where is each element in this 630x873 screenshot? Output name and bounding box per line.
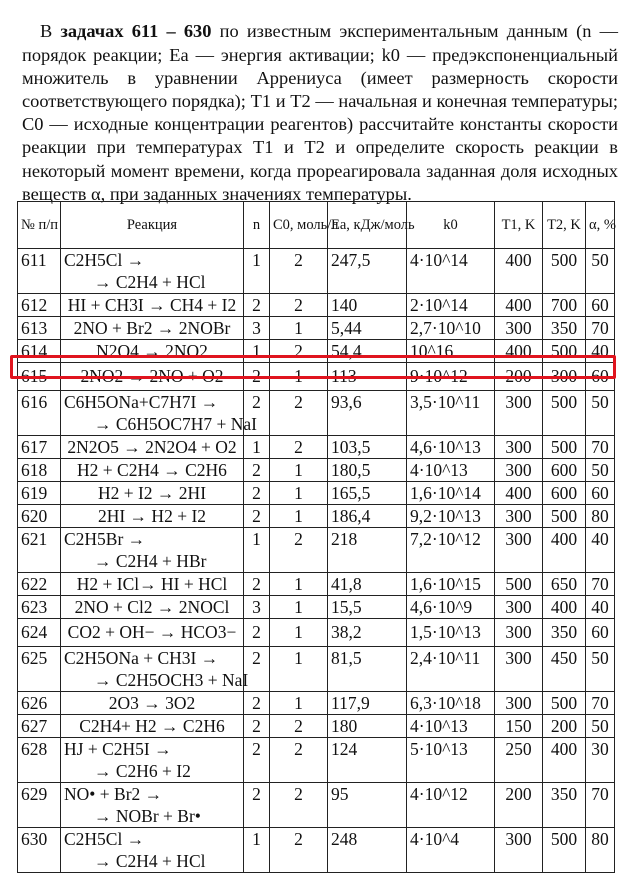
cell-reaction <box>61 363 244 391</box>
cell-k0: 4·10^13 <box>407 459 495 482</box>
cell-alpha: 70 <box>586 783 615 828</box>
cell-ea: 41,8 <box>328 573 407 596</box>
cell-k0: 2·10^14 <box>407 294 495 317</box>
cell-c0: 1 <box>270 459 328 482</box>
cell-t2: 500 <box>543 249 586 294</box>
cell-t1: 300 <box>495 596 543 619</box>
cell-num: 617 <box>18 436 61 459</box>
table-row <box>18 738 615 783</box>
reaction-line-1: CO2 + OH− → HCO3− <box>67 622 237 642</box>
cell-c0: 2 <box>270 294 328 317</box>
cell-c0: 2 <box>270 436 328 459</box>
cell-t2: 700 <box>543 294 586 317</box>
cell-t2: 400 <box>543 738 586 783</box>
cell-k0: 4,6·10^13 <box>407 436 495 459</box>
cell-n: 1 <box>244 249 270 294</box>
cell-num: 616 <box>18 391 61 436</box>
reaction-line-2: → C2H4 + HBr <box>94 551 207 571</box>
cell-t1: 300 <box>495 436 543 459</box>
cell-k0: 4·10^13 <box>407 715 495 738</box>
cell-c0: 2 <box>270 783 328 828</box>
cell-num: 613 <box>18 317 61 340</box>
cell-alpha: 70 <box>586 436 615 459</box>
cell-t1: 150 <box>495 715 543 738</box>
cell-num: 612 <box>18 294 61 317</box>
cell-k0: 6,3·10^18 <box>407 692 495 715</box>
cell-t1: 300 <box>495 459 543 482</box>
cell-ea: 81,5 <box>328 647 407 692</box>
cell-alpha: 60 <box>586 482 615 505</box>
cell-t1: 500 <box>495 573 543 596</box>
cell-reaction <box>61 482 244 505</box>
cell-reaction <box>61 738 244 783</box>
cell-t2: 350 <box>543 317 586 340</box>
cell-n: 3 <box>244 596 270 619</box>
cell-t1: 300 <box>495 619 543 647</box>
table-row <box>18 647 615 692</box>
cell-c0: 2 <box>270 249 328 294</box>
cell-ea: 218 <box>328 528 407 573</box>
cell-k0: 9,2·10^13 <box>407 505 495 528</box>
reaction-line-1: 2NO2 → 2NO + O2 <box>80 366 224 386</box>
cell-alpha: 40 <box>586 528 615 573</box>
cell-k0: 1,5·10^13 <box>407 619 495 647</box>
reaction-line-2: → C2H6 + I2 <box>94 761 191 781</box>
reaction-line-1: C6H5ONa+C7H7I → <box>64 392 219 412</box>
cell-alpha: 40 <box>586 340 615 363</box>
table-row <box>18 459 615 482</box>
reaction-line-2: → C6H5OC7H7 + NaI <box>94 414 257 434</box>
cell-n: 2 <box>244 692 270 715</box>
reaction-line-1: C2H5Br → <box>64 529 146 549</box>
cell-n: 2 <box>244 459 270 482</box>
cell-alpha: 70 <box>586 692 615 715</box>
cell-ea: 117,9 <box>328 692 407 715</box>
cell-alpha: 50 <box>586 647 615 692</box>
cell-ea: 247,5 <box>328 249 407 294</box>
cell-n: 2 <box>244 738 270 783</box>
cell-alpha: 60 <box>586 363 615 391</box>
cell-ea: 15,5 <box>328 596 407 619</box>
cell-t2: 400 <box>543 528 586 573</box>
cell-alpha: 50 <box>586 391 615 436</box>
cell-c0: 1 <box>270 363 328 391</box>
cell-alpha: 70 <box>586 573 615 596</box>
table-row <box>18 619 615 647</box>
cell-t2: 500 <box>543 436 586 459</box>
header-t2: T2, K <box>543 202 586 249</box>
cell-ea: 95 <box>328 783 407 828</box>
cell-c0: 1 <box>270 573 328 596</box>
intro-text: по известным экспериментальным данным (n — порядок реакции; Eа — энергия активации; k0 — предэкспоненциальный множитель в уравнении Аррениуса (имеет размерность скорости соответствующего порядка); T1 и T2 — начальная и конечная температуры; C0 — исходные концентрации реагентов) рассчитайте константы скорости реакции при температурах T1 и T2 и определите скорость реакции в некоторый момент времени, когда прореагировала заданная доля исходных веществ α, при заданных значениях температуры. <box>22 21 618 204</box>
cell-ea: 186,4 <box>328 505 407 528</box>
reaction-line-1: 2HI → H2 + I2 <box>97 506 207 526</box>
cell-t2: 500 <box>543 828 586 873</box>
cell-ea: 54,4 <box>328 340 407 363</box>
cell-n: 2 <box>244 619 270 647</box>
table-row <box>18 391 615 436</box>
cell-num: 627 <box>18 715 61 738</box>
cell-reaction <box>61 294 244 317</box>
cell-ea: 248 <box>328 828 407 873</box>
reaction-line-1: 2O3 → 3O2 <box>108 693 196 713</box>
table-row <box>18 692 615 715</box>
cell-ea: 180,5 <box>328 459 407 482</box>
cell-ea: 165,5 <box>328 482 407 505</box>
cell-ea: 140 <box>328 294 407 317</box>
cell-c0: 1 <box>270 317 328 340</box>
cell-k0: 1,6·10^14 <box>407 482 495 505</box>
cell-num: 614 <box>18 340 61 363</box>
cell-t2: 200 <box>543 715 586 738</box>
cell-t1: 200 <box>495 783 543 828</box>
cell-t1: 300 <box>495 391 543 436</box>
cell-t1: 300 <box>495 692 543 715</box>
cell-reaction <box>61 715 244 738</box>
cell-reaction <box>61 340 244 363</box>
cell-num: 622 <box>18 573 61 596</box>
cell-t2: 500 <box>543 391 586 436</box>
cell-t1: 400 <box>495 294 543 317</box>
cell-reaction <box>61 249 244 294</box>
cell-alpha: 80 <box>586 828 615 873</box>
intro-prefix: В <box>40 21 61 42</box>
cell-t1: 300 <box>495 528 543 573</box>
reaction-line-1: HJ + C2H5I → <box>64 739 172 759</box>
cell-n: 1 <box>244 436 270 459</box>
header-n: n <box>244 202 270 249</box>
cell-alpha: 40 <box>586 596 615 619</box>
cell-num: 623 <box>18 596 61 619</box>
cell-t2: 600 <box>543 459 586 482</box>
header-c0: C0, моль/л <box>270 202 328 249</box>
cell-t1: 200 <box>495 363 543 391</box>
cell-t2: 450 <box>543 647 586 692</box>
cell-alpha: 30 <box>586 738 615 783</box>
cell-alpha: 80 <box>586 505 615 528</box>
cell-num: 621 <box>18 528 61 573</box>
cell-t2: 350 <box>543 619 586 647</box>
cell-n: 2 <box>244 363 270 391</box>
cell-reaction <box>61 783 244 828</box>
cell-ea: 124 <box>328 738 407 783</box>
reaction-line-1: H2 + ICl→ HI + HCl <box>76 574 228 594</box>
table-row <box>18 783 615 828</box>
cell-num: 628 <box>18 738 61 783</box>
problem-statement <box>22 20 618 206</box>
cell-t2: 600 <box>543 482 586 505</box>
cell-reaction <box>61 317 244 340</box>
reaction-line-2: → NOBr + Br• <box>94 806 201 826</box>
header-t1: T1, K <box>495 202 543 249</box>
table-row <box>18 596 615 619</box>
table-row <box>18 482 615 505</box>
table-row <box>18 249 615 294</box>
cell-reaction <box>61 436 244 459</box>
cell-k0: 2,7·10^10 <box>407 317 495 340</box>
cell-n: 1 <box>244 828 270 873</box>
cell-k0: 5·10^13 <box>407 738 495 783</box>
cell-alpha: 50 <box>586 715 615 738</box>
reaction-line-1: C2H5Cl → <box>64 250 145 270</box>
cell-n: 2 <box>244 294 270 317</box>
cell-n: 2 <box>244 391 270 436</box>
cell-n: 2 <box>244 505 270 528</box>
cell-alpha: 50 <box>586 249 615 294</box>
cell-k0: 3,5·10^11 <box>407 391 495 436</box>
cell-n: 3 <box>244 317 270 340</box>
cell-reaction <box>61 596 244 619</box>
cell-c0: 2 <box>270 391 328 436</box>
cell-n: 2 <box>244 783 270 828</box>
cell-n: 2 <box>244 647 270 692</box>
table-header-row <box>18 202 615 249</box>
header-reaction: Реакция <box>61 202 244 249</box>
cell-reaction <box>61 692 244 715</box>
cell-c0: 2 <box>270 715 328 738</box>
cell-reaction <box>61 828 244 873</box>
cell-reaction <box>61 647 249 692</box>
cell-c0: 2 <box>270 828 328 873</box>
reaction-line-1: C2H4+ H2 → C2H6 <box>79 716 225 736</box>
table-row <box>18 573 615 596</box>
cell-t1: 250 <box>495 738 543 783</box>
cell-ea: 113 <box>328 363 407 391</box>
cell-k0: 4·10^12 <box>407 783 495 828</box>
cell-reaction <box>61 619 244 647</box>
cell-num: 611 <box>18 249 61 294</box>
header-ea: Eа, кДж/моль <box>328 202 407 249</box>
cell-c0: 2 <box>270 738 328 783</box>
cell-num: 615 <box>18 363 61 391</box>
cell-ea: 93,6 <box>328 391 407 436</box>
cell-k0: 9·10^12 <box>407 363 495 391</box>
cell-num: 618 <box>18 459 61 482</box>
header-num: № п/п <box>18 202 61 249</box>
cell-t1: 400 <box>495 482 543 505</box>
cell-num: 625 <box>18 647 61 692</box>
cell-c0: 1 <box>270 482 328 505</box>
cell-t2: 400 <box>543 596 586 619</box>
table-row <box>18 317 615 340</box>
cell-t1: 300 <box>495 317 543 340</box>
cell-alpha: 60 <box>586 294 615 317</box>
reaction-line-1: 2NO + Cl2 → 2NOCl <box>74 597 230 617</box>
cell-t1: 300 <box>495 505 543 528</box>
table-row <box>18 528 615 573</box>
reaction-line-2: → C2H5OCH3 + NaI <box>94 670 249 690</box>
cell-reaction <box>61 505 244 528</box>
cell-num: 620 <box>18 505 61 528</box>
cell-ea: 180 <box>328 715 407 738</box>
cell-num: 630 <box>18 828 61 873</box>
cell-n: 2 <box>244 482 270 505</box>
cell-t1: 400 <box>495 340 543 363</box>
cell-num: 629 <box>18 783 61 828</box>
cell-ea: 38,2 <box>328 619 407 647</box>
cell-t2: 500 <box>543 692 586 715</box>
reaction-line-1: H2 + I2 → 2HI <box>97 483 207 503</box>
cell-t1: 300 <box>495 828 543 873</box>
cell-t1: 400 <box>495 249 543 294</box>
cell-num: 619 <box>18 482 61 505</box>
cell-t2: 650 <box>543 573 586 596</box>
header-k0: k0 <box>407 202 495 249</box>
table-row <box>18 828 615 873</box>
cell-n: 1 <box>244 340 270 363</box>
cell-c0: 1 <box>270 596 328 619</box>
reaction-line-1: HI + CH3I → CH4 + I2 <box>67 295 237 315</box>
table-row <box>18 340 615 363</box>
reaction-data-table <box>17 201 615 873</box>
cell-t2: 500 <box>543 505 586 528</box>
reaction-line-2: → C2H4 + HCl <box>94 851 206 871</box>
cell-n: 1 <box>244 528 270 573</box>
cell-t2: 350 <box>543 783 586 828</box>
reaction-line-1: C2H5ONa + CH3I → <box>64 648 219 668</box>
cell-k0: 7,2·10^12 <box>407 528 495 573</box>
header-alpha: α, % <box>586 202 615 249</box>
cell-k0: 1,6·10^15 <box>407 573 495 596</box>
table-row <box>18 294 615 317</box>
cell-c0: 1 <box>270 647 328 692</box>
cell-alpha: 70 <box>586 317 615 340</box>
cell-k0: 4,6·10^9 <box>407 596 495 619</box>
cell-k0: 4·10^4 <box>407 828 495 873</box>
reaction-line-1: NO• + Br2 → <box>64 784 163 804</box>
cell-c0: 1 <box>270 692 328 715</box>
cell-t1: 300 <box>495 647 543 692</box>
cell-k0: 2,4·10^11 <box>407 647 495 692</box>
cell-ea: 103,5 <box>328 436 407 459</box>
cell-alpha: 50 <box>586 459 615 482</box>
cell-k0: 10^16 <box>407 340 495 363</box>
cell-k0: 4·10^14 <box>407 249 495 294</box>
cell-c0: 2 <box>270 340 328 363</box>
cell-n: 2 <box>244 715 270 738</box>
cell-c0: 1 <box>270 619 328 647</box>
cell-n: 2 <box>244 573 270 596</box>
reaction-line-1: 2N2O5 → 2N2O4 + O2 <box>67 437 237 457</box>
cell-c0: 1 <box>270 505 328 528</box>
cell-num: 624 <box>18 619 61 647</box>
cell-reaction <box>61 528 244 573</box>
reaction-line-1: N2O4 → 2NO2 <box>96 341 208 361</box>
cell-reaction <box>61 459 244 482</box>
cell-ea: 5,44 <box>328 317 407 340</box>
intro-task-range: задачах 611 – 630 <box>60 21 212 42</box>
reaction-line-2: → C2H4 + HCl <box>94 272 206 292</box>
cell-t2: 500 <box>543 340 586 363</box>
table-row <box>18 715 615 738</box>
reaction-line-1: C2H5Cl → <box>64 829 145 849</box>
reaction-line-1: 2NO + Br2 → 2NOBr <box>73 318 231 338</box>
table-row <box>18 436 615 459</box>
cell-reaction <box>61 573 244 596</box>
cell-t2: 300 <box>543 363 586 391</box>
table-row <box>18 363 615 391</box>
cell-num: 626 <box>18 692 61 715</box>
cell-c0: 2 <box>270 528 328 573</box>
table-row <box>18 505 615 528</box>
cell-alpha: 60 <box>586 619 615 647</box>
reaction-line-1: H2 + C2H4 → C2H6 <box>77 460 227 480</box>
cell-reaction <box>61 391 257 436</box>
